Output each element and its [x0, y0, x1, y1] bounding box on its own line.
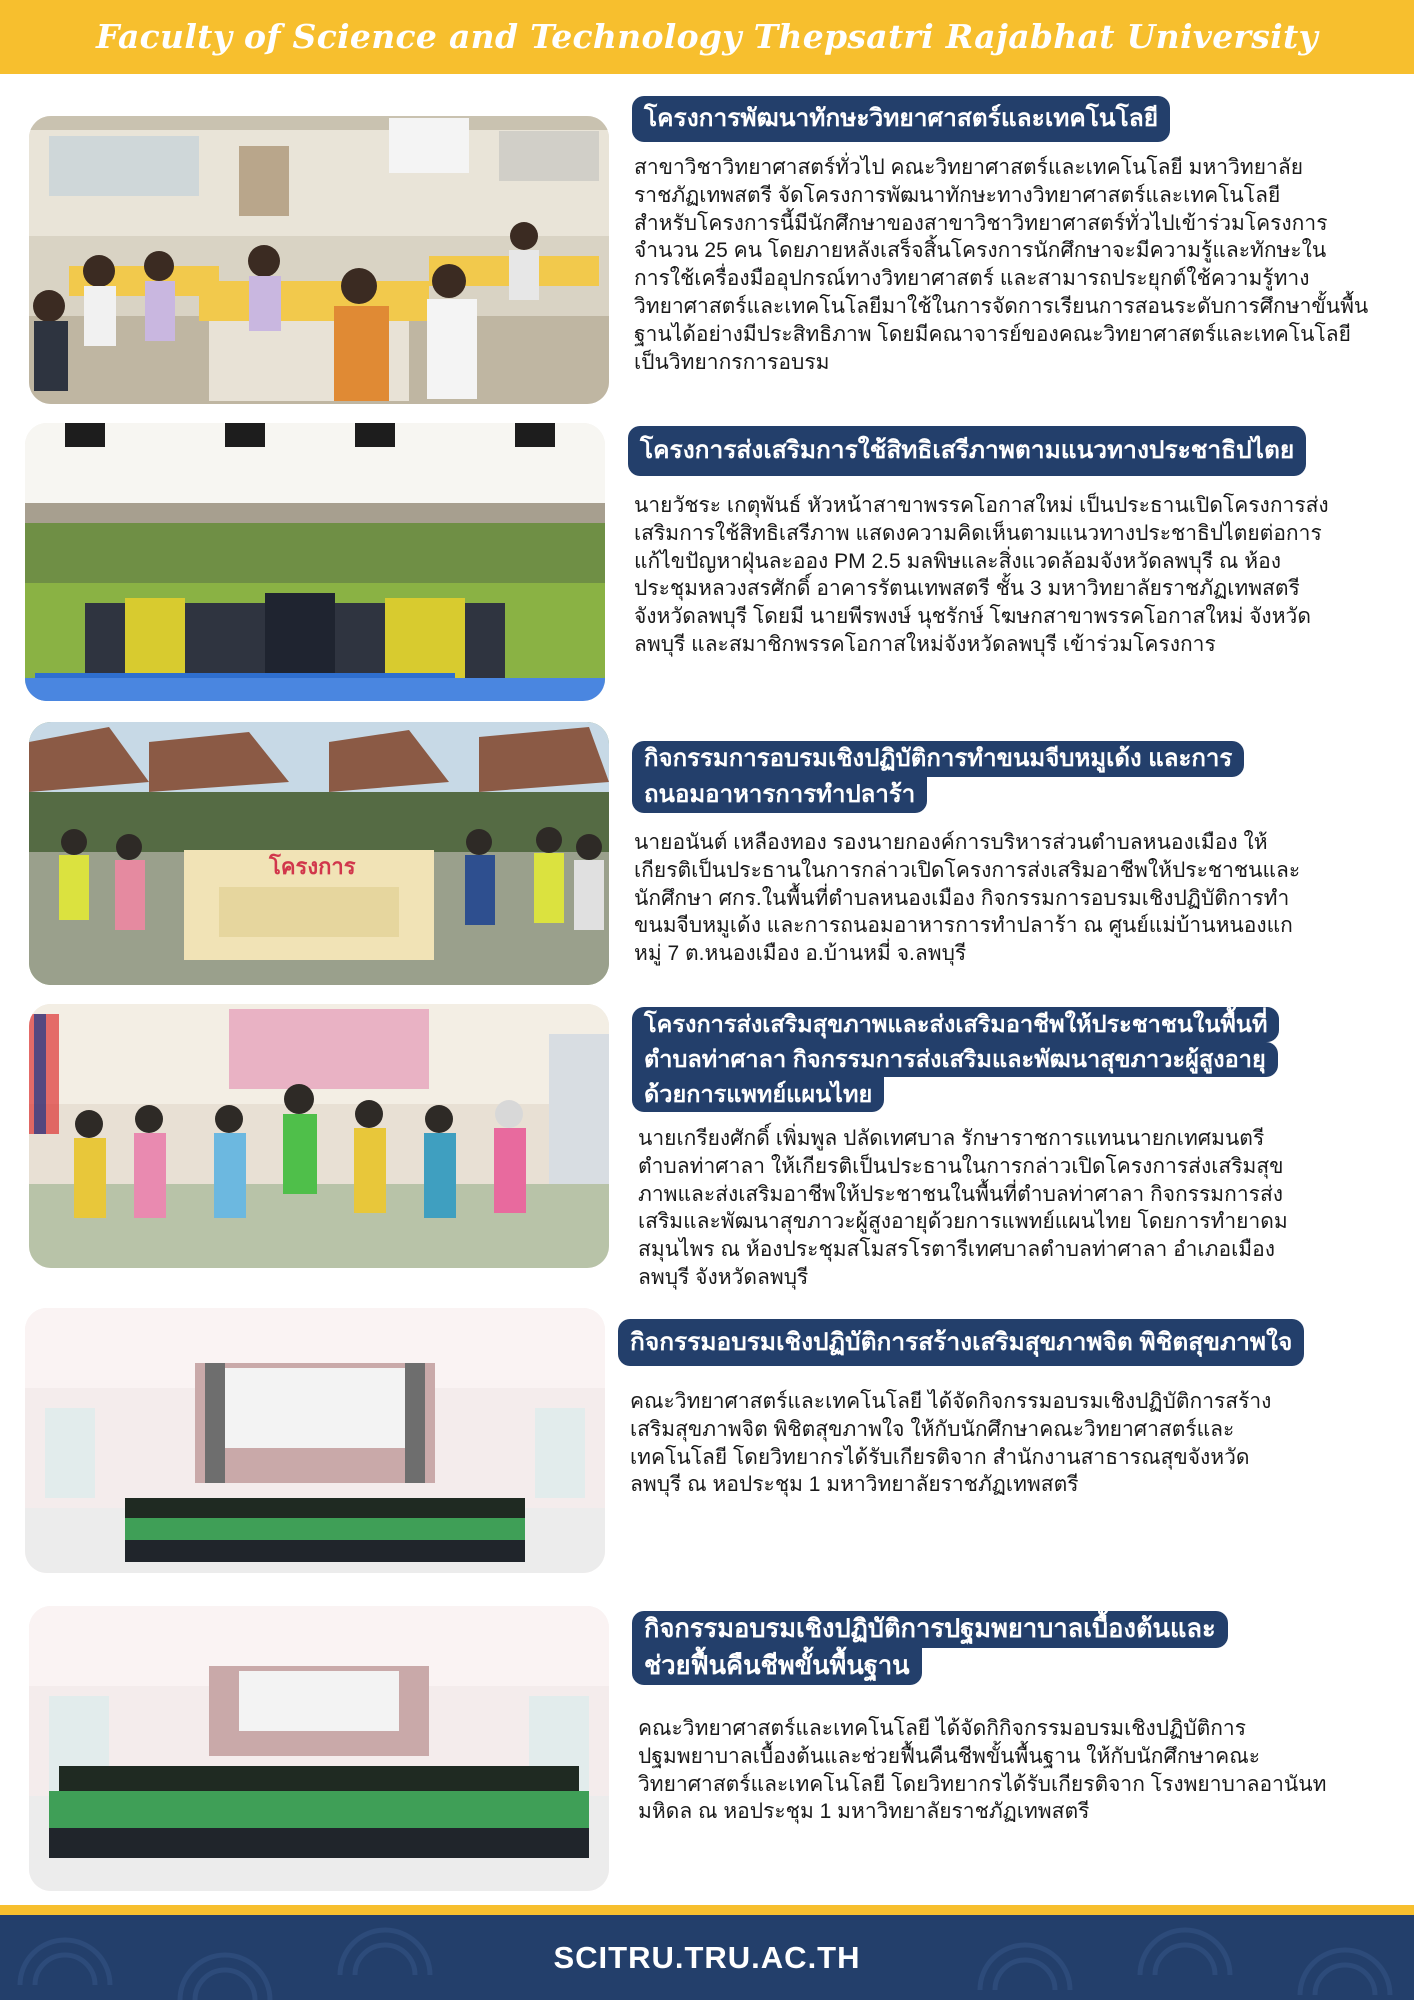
section-4-line: นายเกรียงศักดิ์ เพิ่มพูล ปลัดเทศบาล รักษาราชการแทนนายกเทศมนตรี [638, 1127, 1265, 1150]
section-6-line: คณะวิทยาศาสตร์และเทคโนโลยี ได้จัดกิกิจกรรมอบรมเชิงปฏิบัติการ [638, 1717, 1246, 1740]
section-4-line: ลพบุรี จังหวัดลพบุรี [638, 1265, 809, 1289]
section-2-line: เสริมการใช้สิทธิเสรีภาพ แสดงความคิดเห็นตามแนวทางประชาธิปไตยต่อการ [634, 521, 1322, 545]
section-3-line: หมู่ 7 ต.หนองเมือง อ.บ้านหมี่ จ.ลพบุรี [634, 942, 967, 966]
section-1-line: ราชภัฏเทพสตรี จัดโครงการพัฒนาทักษะทางวิทยาศาสตร์และเทคโนโลยี [634, 183, 1281, 207]
section-5-line: เสริมสุขภาพจิต พิชิตสุขภาพใจ ให้กับนักศึกษาคณะวิทยาศาสตร์และ [630, 1417, 1235, 1441]
section-1-heading: โครงการพัฒนาทักษะวิทยาศาสตร์และเทคโนโลยี [632, 96, 1170, 142]
section-3-body [634, 829, 1300, 968]
section-6-body [638, 1715, 1326, 1826]
section-1-line: การใช้เครื่องมืออุปกรณ์ทางวิทยาศาสตร์ และสามารถประยุกต์ใช้ความรู้ทาง [634, 267, 1310, 291]
section-2-line: ลพบุรี และสมาชิกพรรคโอกาสใหม่จังหวัดลพบุรี เข้าร่วมโครงการ [634, 632, 1216, 656]
section-2-line: จังหวัดลพบุรี โดยมี นายพีรพงษ์ นุชรักษ์ โฆษกสาขาพรรคโอกาสใหม่ จังหวัด [634, 605, 1311, 629]
header-banner [0, 0, 1414, 74]
section-6-line: วิทยาศาสตร์และเทคโนโลยี โดยวิทยากรได้รับเกียรติจาก โรงพยาบาลอานันท [638, 1772, 1327, 1796]
section-2-heading: โครงการส่งเสริมการใช้สิทธิเสรีภาพตามแนวทางประชาธิปไตย [628, 426, 1306, 476]
section-2-line: นายวัชระ เกตุพันธ์ หัวหน้าสาขาพรรคโอกาสใหม่ เป็นประธานเปิดโครงการส่ง [634, 494, 1329, 517]
section-5-body [630, 1388, 1271, 1499]
section-6-heading-line-1: กิจกรรมอบรมเชิงปฏิบัติการปฐมพยาบาลเบื้องต้นและ [632, 1611, 1228, 1648]
photo-science-lab [29, 116, 609, 404]
section-4-line: ตำบลท่าศาลา ให้เกียรติเป็นประธานในการกล่าวเปิดโครงการส่งเสริมสุข [638, 1154, 1284, 1178]
photo-first-aid-hall [29, 1606, 609, 1891]
section-4-heading-line-2: ตำบลท่าศาลา กิจกรรมการส่งเสริมและพัฒนาสุขภาวะผู้สูงอายุ [632, 1042, 1278, 1077]
section-2-line: ประชุมหลวงสรศักดิ์ อาคารรัตนเทพสตรี ชั้น 3 มหาวิทยาลัยราชภัฏเทพสตรี [634, 577, 1300, 601]
footer-stripe [0, 1905, 1414, 1915]
section-4-line: ภาพและส่งเสริมอาชีพให้ประชาชนในพื้นที่ตำบลท่าศาลา กิจกรรมการส่ง [638, 1182, 1284, 1206]
website-url[interactable]: SCITRU.TRU.AC.TH [553, 1940, 861, 1975]
section-1-line: สาขาวิชาวิทยาศาสตร์ทั่วไป คณะวิทยาศาสตร์และเทคโนโลยี มหาวิทยาลัย [634, 156, 1303, 179]
section-2-line: แก้ไขปัญหาฝุ่นละออง PM 2.5 มลพิษและสิ่งแวดล้อมจังหวัดลพบุรี ณ ห้อง [634, 549, 1281, 573]
photo-cooking-workshop [29, 722, 609, 985]
section-4-heading-line-1: โครงการส่งเสริมสุขภาพและส่งเสริมอาชีพให้ประชาชนในพื้นที่ [632, 1007, 1279, 1042]
section-4-line: สมุนไพร ณ ห้องประชุมสโมสรโรตารีเทศบาลตำบลท่าศาลา อำเภอเมือง [638, 1238, 1275, 1262]
workshop-banner-text: โครงการ [269, 854, 356, 879]
section-1-line: เป็นวิทยากรการอบรม [634, 350, 830, 374]
section-5-heading: กิจกรรมอบรมเชิงปฏิบัติการสร้างเสริมสุขภาพจิต พิชิตสุขภาพใจ [618, 1319, 1304, 1366]
section-4-body [638, 1125, 1288, 1292]
section-2-body [634, 492, 1329, 659]
footer-band [0, 1915, 1414, 2000]
section-3-line: นายอนันต์ เหลืองทอง รองนายกองค์การบริหารส่วนตำบลหนองเมือง ให้ [634, 831, 1268, 854]
section-1-body [634, 154, 1368, 376]
section-1-line: จำนวน 25 คน โดยภายหลังเสร็จสิ้นโครงการนักศึกษาจะมีความรู้และทักษะใน [634, 239, 1327, 263]
section-6-line: ปฐมพยาบาลเบื้องต้นและช่วยฟื้นคืนชีพขั้นพื้นฐาน ให้กับนักศึกษาคณะ [638, 1744, 1260, 1768]
section-1-line: ฐานได้อย่างมีประสิทธิภาพ โดยมีคณาจารย์ของคณะวิทยาศาสตร์และเทคโนโลยี [634, 322, 1351, 346]
section-3-line: ขนมจีบหมูเด้ง และการถนอมอาหารการทำปลาร้า ณ ศูนย์แม่บ้านหนองแก [634, 914, 1293, 938]
section-4-heading-line-3: ด้วยการแพทย์แผนไทย [632, 1077, 884, 1112]
photo-mental-health-hall [25, 1308, 605, 1573]
section-6-heading-line-2: ช่วยฟื้นคืนชีพขั้นพื้นฐาน [632, 1648, 922, 1685]
section-3-heading-line-1: กิจกรรมการอบรมเชิงปฏิบัติการทำขนมจีบหมูเด้ง และการ [632, 741, 1244, 777]
section-3-heading-line-2: ถนอมอาหารการทำปลาร้า [632, 777, 927, 813]
section-1-line: วิทยาศาสตร์และเทคโนโลยีมาใช้ในการจัดการเรียนการสอนระดับการศึกษาขั้นพื้น [634, 294, 1369, 318]
section-5-line: เทคโนโลยี โดยวิทยากรได้รับเกียรติจาก สำนักงานสาธารณสุขจังหวัด [630, 1445, 1250, 1469]
photo-elderly-health [29, 1004, 609, 1268]
section-1-line: สำหรับโครงการนี้มีนักศึกษาของสาขาวิชาวิทยาศาสตร์ทั่วไปเข้าร่วมโครงการ [634, 211, 1328, 235]
photo-democracy-group [25, 423, 605, 701]
section-3-line: เกียรติเป็นประธานในการกล่าวเปิดโครงการส่งเสริมอาชีพให้ประชาชนและ [634, 858, 1301, 882]
section-3-line: นักศึกษา ศกร.ในพื้นที่ตำบลหนองเมือง กิจกรรมการอบรมเชิงปฏิบัติการทำ [634, 886, 1290, 910]
section-5-line: ลพบุรี ณ หอประชุม 1 มหาวิทยาลัยราชภัฏเทพสตรี [630, 1473, 1079, 1497]
faculty-title: Faculty of Science and Technology Thepsatri Rajabhat University [96, 17, 1318, 56]
section-4-line: เสริมและพัฒนาสุขภาวะผู้สูงอายุด้วยการแพทย์แผนไทย โดยการทำยาดม [638, 1210, 1288, 1234]
section-5-line: คณะวิทยาศาสตร์และเทคโนโลยี ได้จัดกิจกรรมอบรมเชิงปฏิบัติการสร้าง [630, 1390, 1272, 1413]
section-6-line: มหิดล ณ หอประชุม 1 มหาวิทยาลัยราชภัฏเทพสตรี [638, 1800, 1090, 1824]
